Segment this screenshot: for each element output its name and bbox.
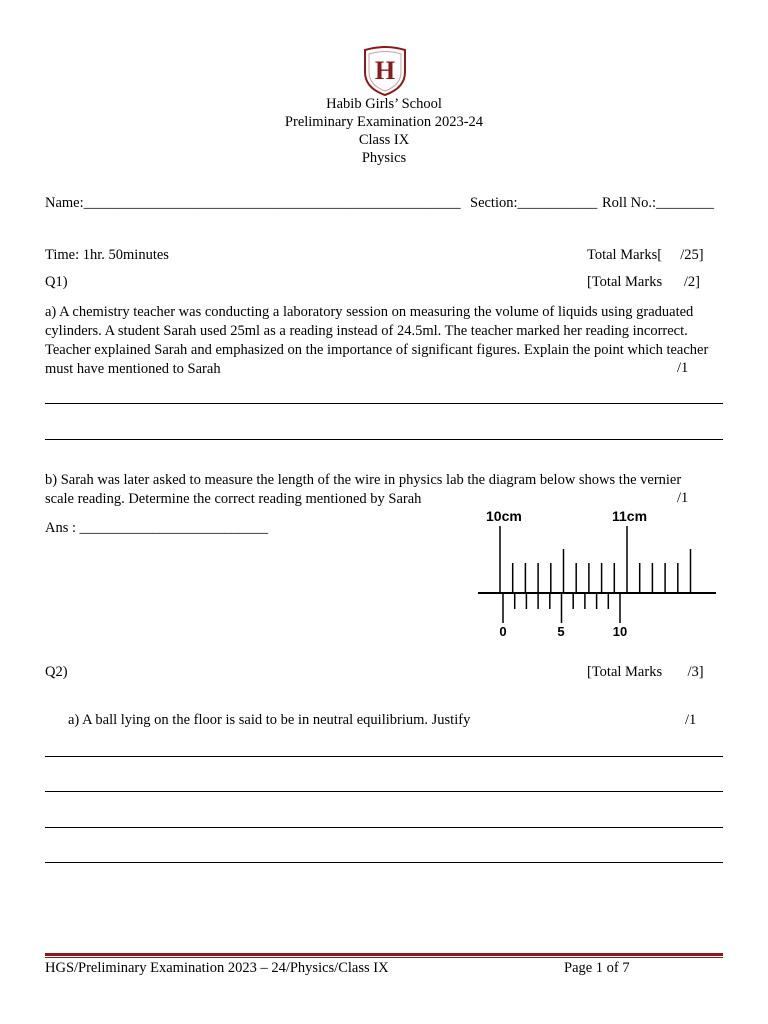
school-crest-logo xyxy=(362,46,408,96)
vernier-label-10: 10 xyxy=(612,624,628,639)
roll-no-field[interactable]: Roll No.:________ xyxy=(602,195,714,211)
q2a-question: a) A ball lying on the floor is said to be in neutral equilibrium. Justify xyxy=(68,712,471,728)
q1b-question: b) Sarah was later asked to measure the length of the wire in physics lab the diagram below shows the vernier scale reading. Determine the correct reading mentioned by Sarah xyxy=(45,472,682,507)
page-number: Page 1 of 7 xyxy=(564,960,630,976)
q2-total-marks: [Total Marks /3] xyxy=(587,664,704,680)
time-allowed: Time: 1hr. 50minutes xyxy=(45,247,169,263)
vernier-scale-ticks xyxy=(503,593,620,623)
main-scale-label-10cm: 10cm xyxy=(486,508,522,524)
answer-line[interactable] xyxy=(45,791,723,792)
subject-title: Physics xyxy=(361,150,407,166)
answer-line[interactable] xyxy=(45,439,723,440)
answer-line[interactable] xyxy=(45,756,723,757)
vernier-label-5: 5 xyxy=(557,624,565,639)
q1-total-marks: [Total Marks /2] xyxy=(587,274,700,290)
school-name: Habib Girls’ School xyxy=(326,96,442,112)
q2a-marks: /1 xyxy=(685,712,697,728)
footer-rule-thin xyxy=(45,957,723,958)
crest-letter: H xyxy=(374,56,396,85)
q1b-marks: /1 xyxy=(677,490,689,506)
total-marks: Total Marks[ /25] xyxy=(587,247,704,263)
q1a-marks: /1 xyxy=(677,360,689,376)
q1-label: Q1) xyxy=(45,274,68,290)
answer-line[interactable] xyxy=(45,862,723,863)
q2-label: Q2) xyxy=(45,664,68,680)
main-scale-label-11cm: 11cm xyxy=(612,508,648,524)
answer-line[interactable] xyxy=(45,827,723,828)
exam-title: Preliminary Examination 2023-24 xyxy=(284,114,484,130)
section-field[interactable]: Section:___________ xyxy=(470,195,598,211)
vernier-scale-diagram xyxy=(470,500,730,650)
answer-field[interactable]: Ans : __________________________ xyxy=(45,520,269,536)
main-scale-ticks xyxy=(500,526,691,593)
footer-left: HGS/Preliminary Examination 2023 – 24/Physics/Class IX xyxy=(45,960,389,976)
vernier-label-0: 0 xyxy=(499,624,507,639)
class-title: Class IX xyxy=(358,132,410,148)
footer-rule xyxy=(45,953,723,956)
q1a-question: a) A chemistry teacher was conducting a laboratory session on measuring the volume of liquids using graduated cylinders. A student Sarah used 25ml as a reading instead of 24.5ml. The teacher marked her reading incorrect. Teacher explained Sarah and emphasized on the importance of significant figures. Explain the point which teacher must have mentioned to Sarah xyxy=(45,304,709,377)
name-field[interactable]: Name:____________________________________________________ xyxy=(45,195,461,211)
answer-line[interactable] xyxy=(45,403,723,404)
